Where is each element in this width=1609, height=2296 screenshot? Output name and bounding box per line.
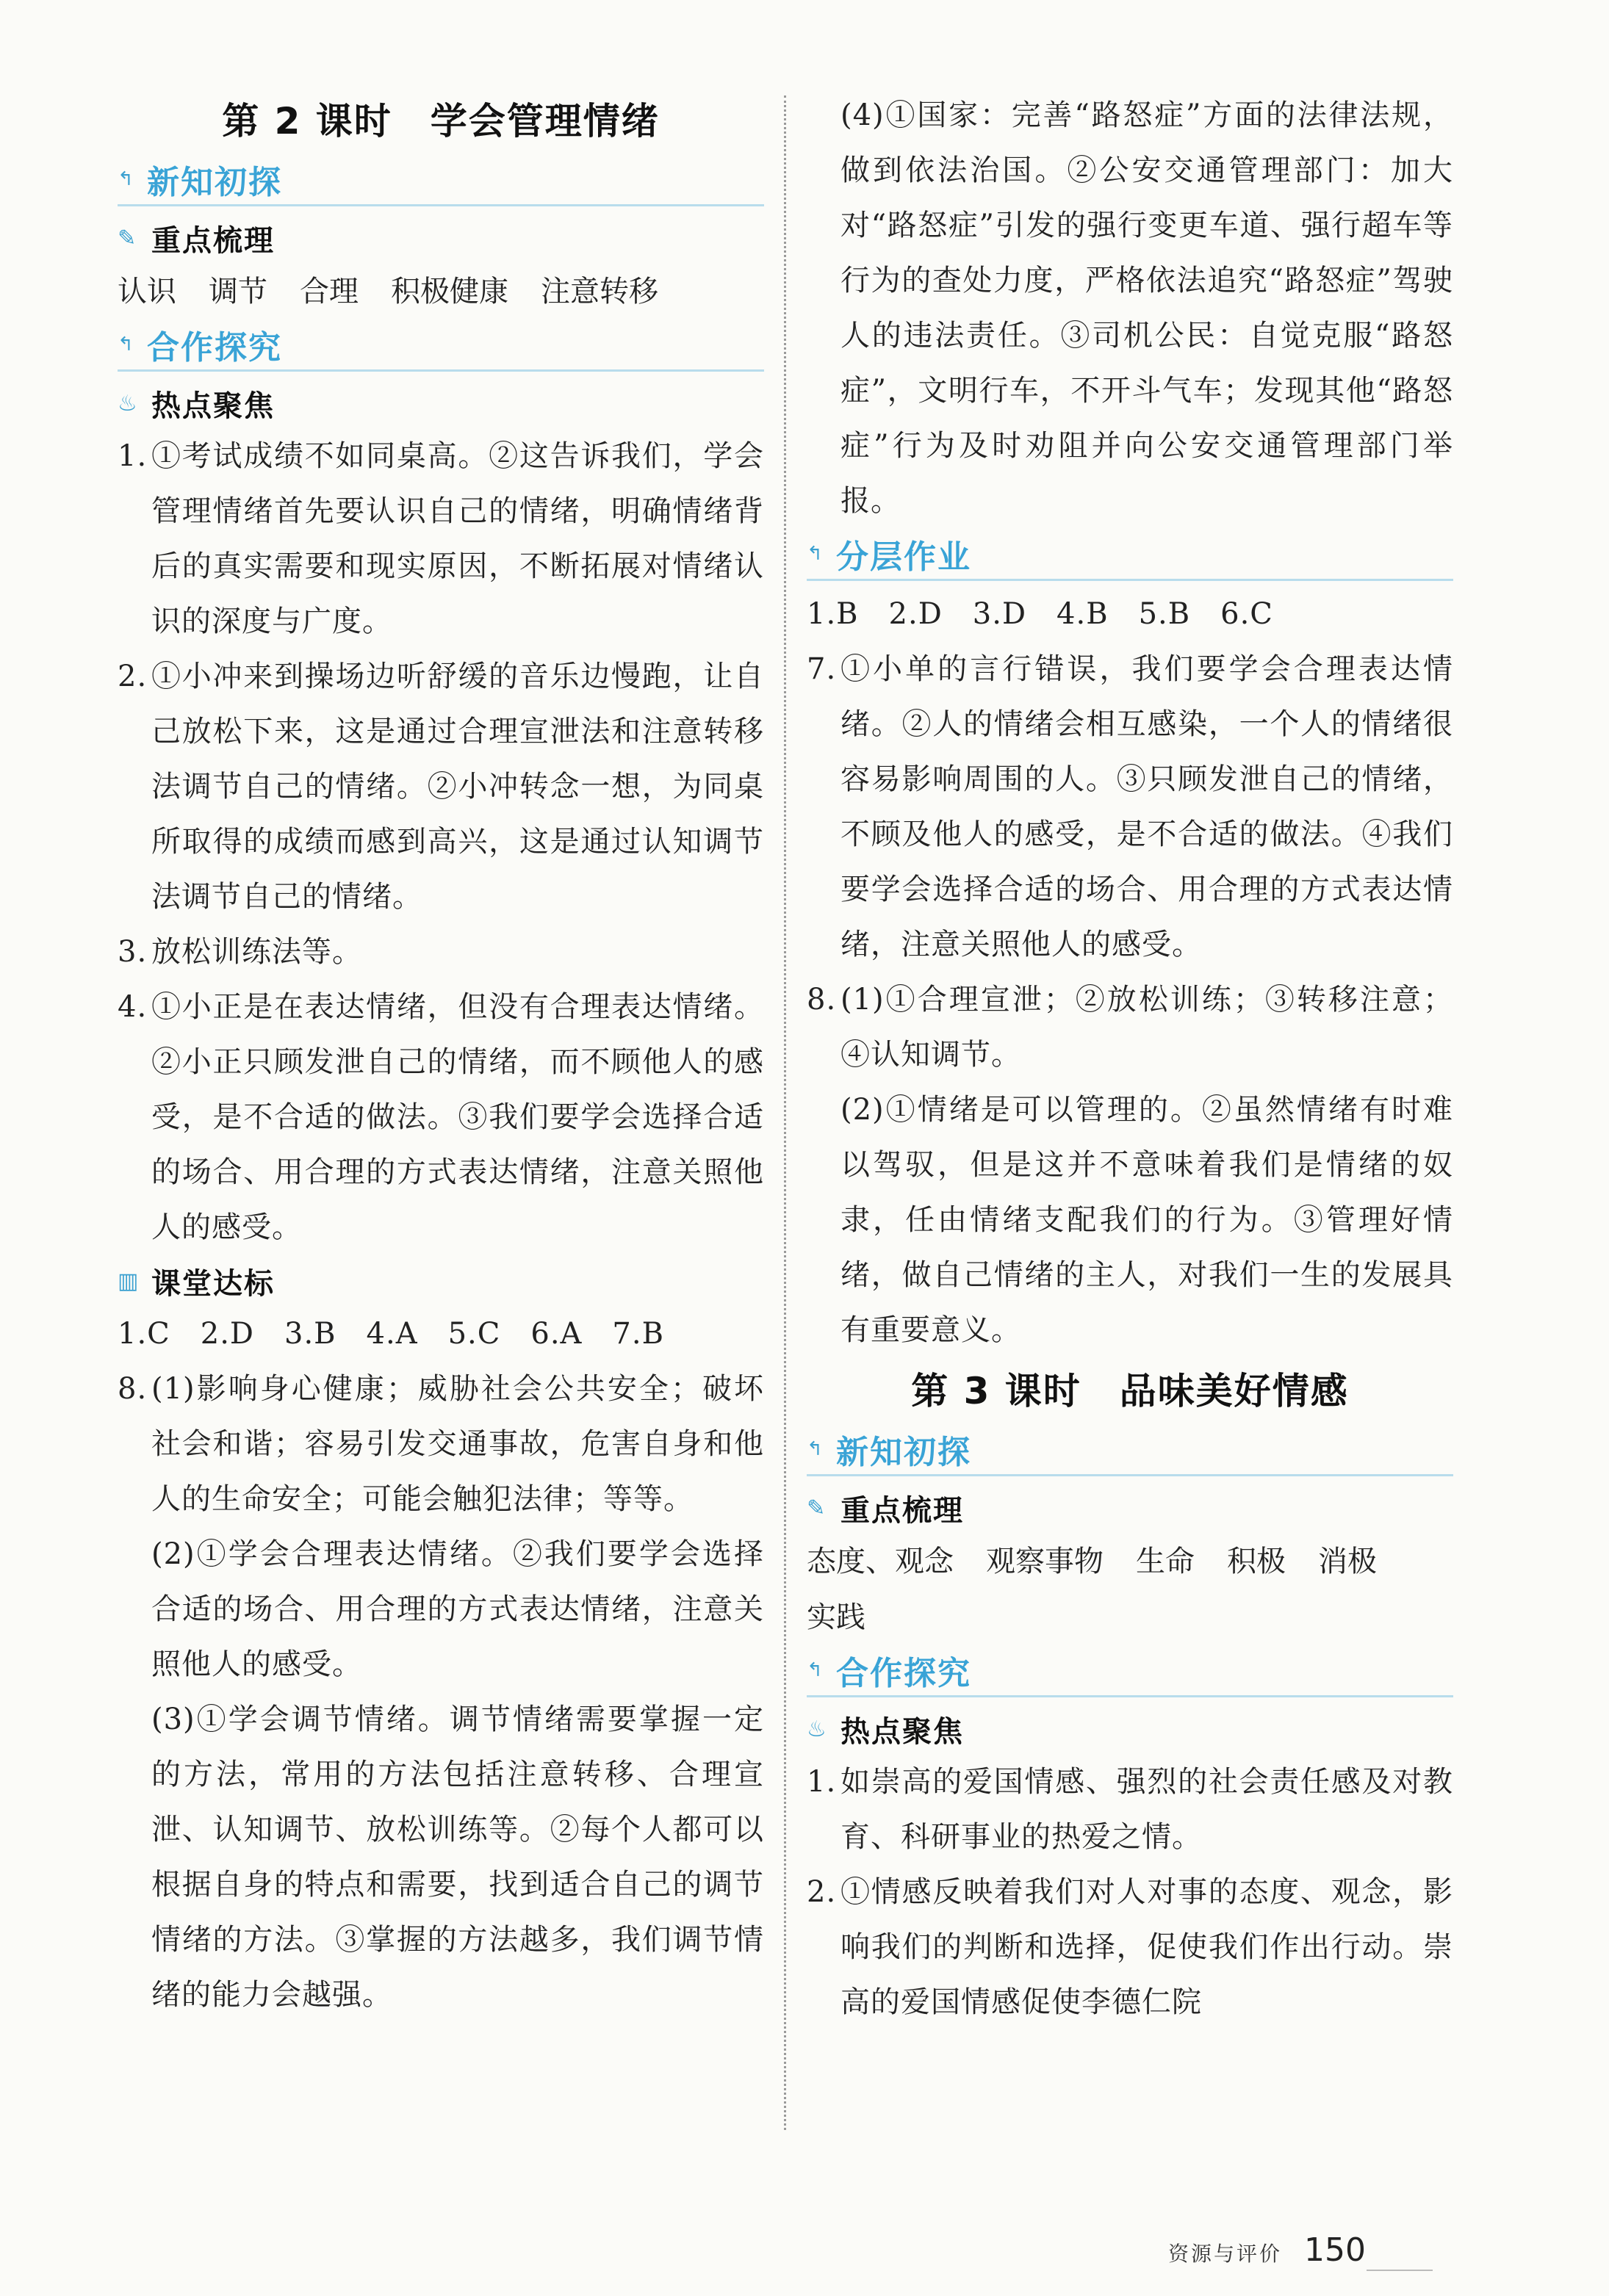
footer-rule: [1367, 2270, 1433, 2271]
book-icon: ▥: [118, 1268, 139, 1294]
term: 合理: [300, 275, 359, 308]
term: 实践: [807, 1600, 865, 1634]
section-flag-icon: ↰: [807, 1438, 823, 1460]
pencil-icon: ✎: [118, 225, 137, 251]
list-item: 2. ①小冲来到操场边听舒缓的音乐边慢跑，让自己放松下来，这是通过合理宣泄法和注意转移法调节自己的情绪。②小冲转念一想，为同桌所取得的成绩而感到高兴，这是通过认知调节法调节自己的情绪。: [118, 660, 764, 914]
section-flag-icon: ↰: [807, 543, 823, 565]
list-item: 7. ①小单的言行错误，我们要学会合理表达情绪。②人的情绪会相互感染，一个人的情绪很容易影响周围的人。③只顾发泄自己的情绪，不顾及他人的感受，是不合适的做法。④我们要学会选择合适的场合、用合理的方式表达情绪，注意关照他人的感受。: [807, 652, 1453, 961]
left-column: [118, 88, 764, 2023]
fenceng-answers: 1.B 2.D 3.D 4.B 5.B 6.C: [807, 597, 1273, 631]
section-hezuo: ↰ 合作探究: [807, 1645, 1453, 1697]
section-fenceng: ↰ 分层作业: [807, 529, 1453, 581]
answer-paragraph: (3)①学会调节情绪。调节情绪需要掌握一定的方法，常用的方法包括注意转移、合理宣泄、认知调节、放松训练等。②每个人都可以根据自身的特点和需要，找到适合自己的调节情绪的方法。③掌握的方法越多，我们调节情绪的能力会越强。: [151, 1703, 764, 2012]
right-column: [807, 88, 1453, 2030]
page-footer: [1168, 2231, 1366, 2269]
list-item: 8. (1)①合理宣泄；②放松训练；③转移注意；④认知调节。: [807, 983, 1453, 1072]
lesson-title: 第 2 课时 学会管理情绪: [222, 100, 660, 142]
term: 认识: [118, 275, 176, 308]
pencil-icon: ✎: [807, 1495, 826, 1521]
term: 积极: [1227, 1545, 1286, 1578]
answer-paragraph: (2)①学会合理表达情绪。②我们要学会选择合适的场合、用合理的方式表达情绪，注意关照他人的感受。: [151, 1537, 764, 1681]
answer-paragraph: (2)①情绪是可以管理的。②虽然情绪有时难以驾驭，但是这并不意味着我们是情绪的奴隶，任由情绪支配我们的行为。③管理好情绪，做自己情绪的主人，对我们一生的发展具有重要意义。: [841, 1093, 1453, 1347]
column-divider: [784, 95, 786, 2130]
term: 消极: [1318, 1545, 1377, 1578]
sub-zhongdian: ✎ 重点梳理: [118, 223, 275, 258]
answer-paragraph: (4)①国家：完善“路怒症”方面的法律法规，做到依法治国。②公安交通管理部门：加大对“路怒症”引发的强行变更车道、强行超车等行为的查处力度，严格依法追究“路怒症”驾驶人的违法责任。③司机公民：自觉克服“路怒症”，文明行车，不开斗气车；发现其他“路怒症”行为及时劝阻并向公安交通管理部门举报。: [841, 98, 1453, 518]
sub-redian: ♨ 热点聚焦: [807, 1714, 964, 1749]
list-item: 8. (1)影响身心健康；威胁社会公共安全；破坏社会和谐；容易引发交通事故，危害自身和他人的生命安全；可能会触犯法律；等等。: [118, 1372, 764, 1516]
section-flag-icon: ↰: [118, 168, 134, 190]
flame-icon: ♨: [807, 1716, 827, 1742]
section-xinzhi: ↰ 新知初探: [118, 154, 764, 206]
list-item: 4. ①小正是在表达情绪，但没有合理表达情绪。②小正只顾发泄自己的情绪，而不顾他人的感受，是不合适的做法。③我们要学会选择合适的场合、用合理的方式表达情绪，注意关照他人的感受。: [118, 990, 764, 1244]
flame-icon: ♨: [118, 390, 137, 416]
ketang-answers: 1.C 2.D 3.B 4.A 5.C 6.A 7.B: [118, 1317, 664, 1351]
lesson-title: 第 3 课时 品味美好情感: [911, 1370, 1349, 1412]
term: 观察事物: [986, 1545, 1104, 1578]
section-xinzhi: ↰ 新知初探: [807, 1424, 1453, 1476]
page-number: 150: [1304, 2231, 1366, 2269]
list-item: 1. ①考试成绩不如同桌高。②这告诉我们，学会管理情绪首先要认识自己的情绪，明确情绪背后的真实需要和现实原因，不断拓展对情绪认识的深度与广度。: [118, 439, 764, 638]
sub-ketang: ▥ 课堂达标: [118, 1266, 275, 1301]
term: 积极健康: [391, 275, 508, 308]
term: 调节: [209, 275, 267, 308]
term: 生命: [1136, 1545, 1195, 1578]
sub-redian: ♨ 热点聚焦: [118, 389, 275, 423]
term: 注意转移: [541, 275, 658, 308]
section-flag-icon: ↰: [118, 333, 134, 355]
section-hezuo: ↰ 合作探究: [118, 320, 764, 372]
key-terms: [807, 1534, 1453, 1645]
sub-zhongdian: ✎ 重点梳理: [807, 1493, 964, 1528]
list-item: 3. 放松训练法等。: [118, 935, 362, 969]
list-item: 2. ①情感反映着我们对人对事的态度、观念，影响我们的判断和选择，促使我们作出行动。崇高的爱国情感促使李德仁院: [807, 1875, 1453, 2019]
term: 态度、观念: [807, 1545, 954, 1578]
source-label: 资源与评价: [1168, 2242, 1283, 2266]
key-terms: [118, 264, 764, 320]
list-item: 1. 如崇高的爱国情感、强烈的社会责任感及对教育、科研事业的热爱之情。: [807, 1765, 1453, 1854]
section-flag-icon: ↰: [807, 1659, 823, 1681]
